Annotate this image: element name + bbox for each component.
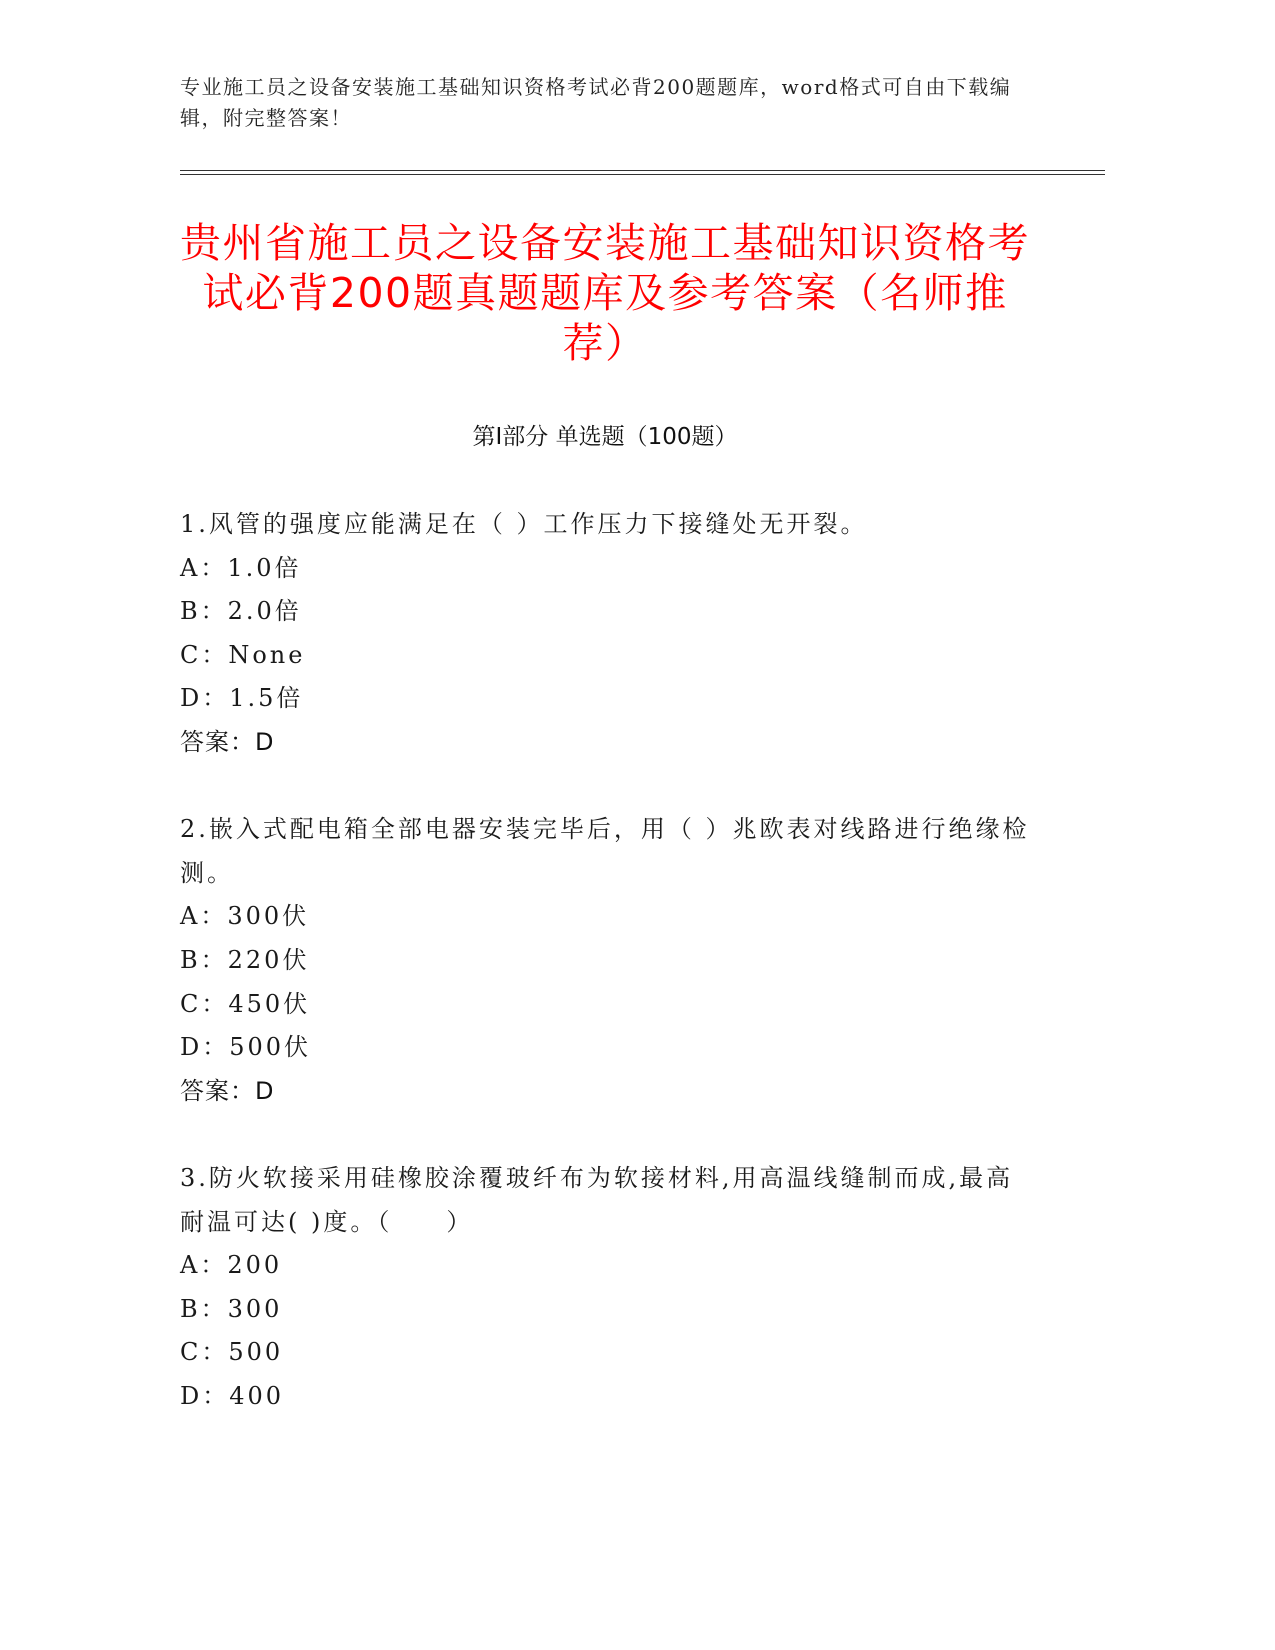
option-d: D：500伏: [180, 1033, 312, 1062]
document-title: 贵州省施工员之设备安装施工基础知识资格考试必背200题真题题库及参考答案（名师推荐）: [180, 219, 1030, 367]
page-header-note: 专业施工员之设备安装施工基础知识资格考试必背200题题库，word格式可自由下载编辑，附完整答案！: [180, 75, 1012, 130]
option-c: C：450伏: [180, 989, 311, 1018]
option-b: B：300: [180, 1294, 283, 1323]
option-d: D：1.5倍: [180, 684, 304, 713]
question-stem: 3.防火软接采用硅橡胶涂覆玻纤布为软接材料,用高温线缝制而成,最高耐温可达( )度。（ ）: [180, 1163, 1014, 1236]
option-b: B：220伏: [180, 945, 310, 974]
option-a: A：200: [180, 1251, 283, 1280]
option-c: C：500: [180, 1338, 284, 1367]
question-stem: 1.风管的强度应能满足在（ ）工作压力下接缝处无开裂。: [180, 510, 868, 538]
question-3: [180, 1157, 1030, 1419]
answer-line: 答案：D: [180, 1076, 275, 1105]
option-a: A：300伏: [180, 902, 310, 931]
question-list: [180, 503, 1030, 1462]
option-c: C：None: [180, 640, 306, 669]
section-heading: 第Ⅰ部分 单选题（100题）: [472, 424, 738, 450]
answer-line: 答案：D: [180, 727, 275, 756]
header-divider: [180, 170, 1105, 175]
option-a: A：1.0倍: [180, 553, 302, 582]
question-1: [180, 503, 1030, 765]
option-b: B：2.0倍: [180, 597, 302, 626]
option-d: D：400: [180, 1381, 285, 1410]
question-stem: 2.嵌入式配电箱全部电器安装完毕后，用（ ）兆欧表对线路进行绝缘检测。: [180, 815, 1030, 887]
question-2: [180, 808, 1030, 1113]
